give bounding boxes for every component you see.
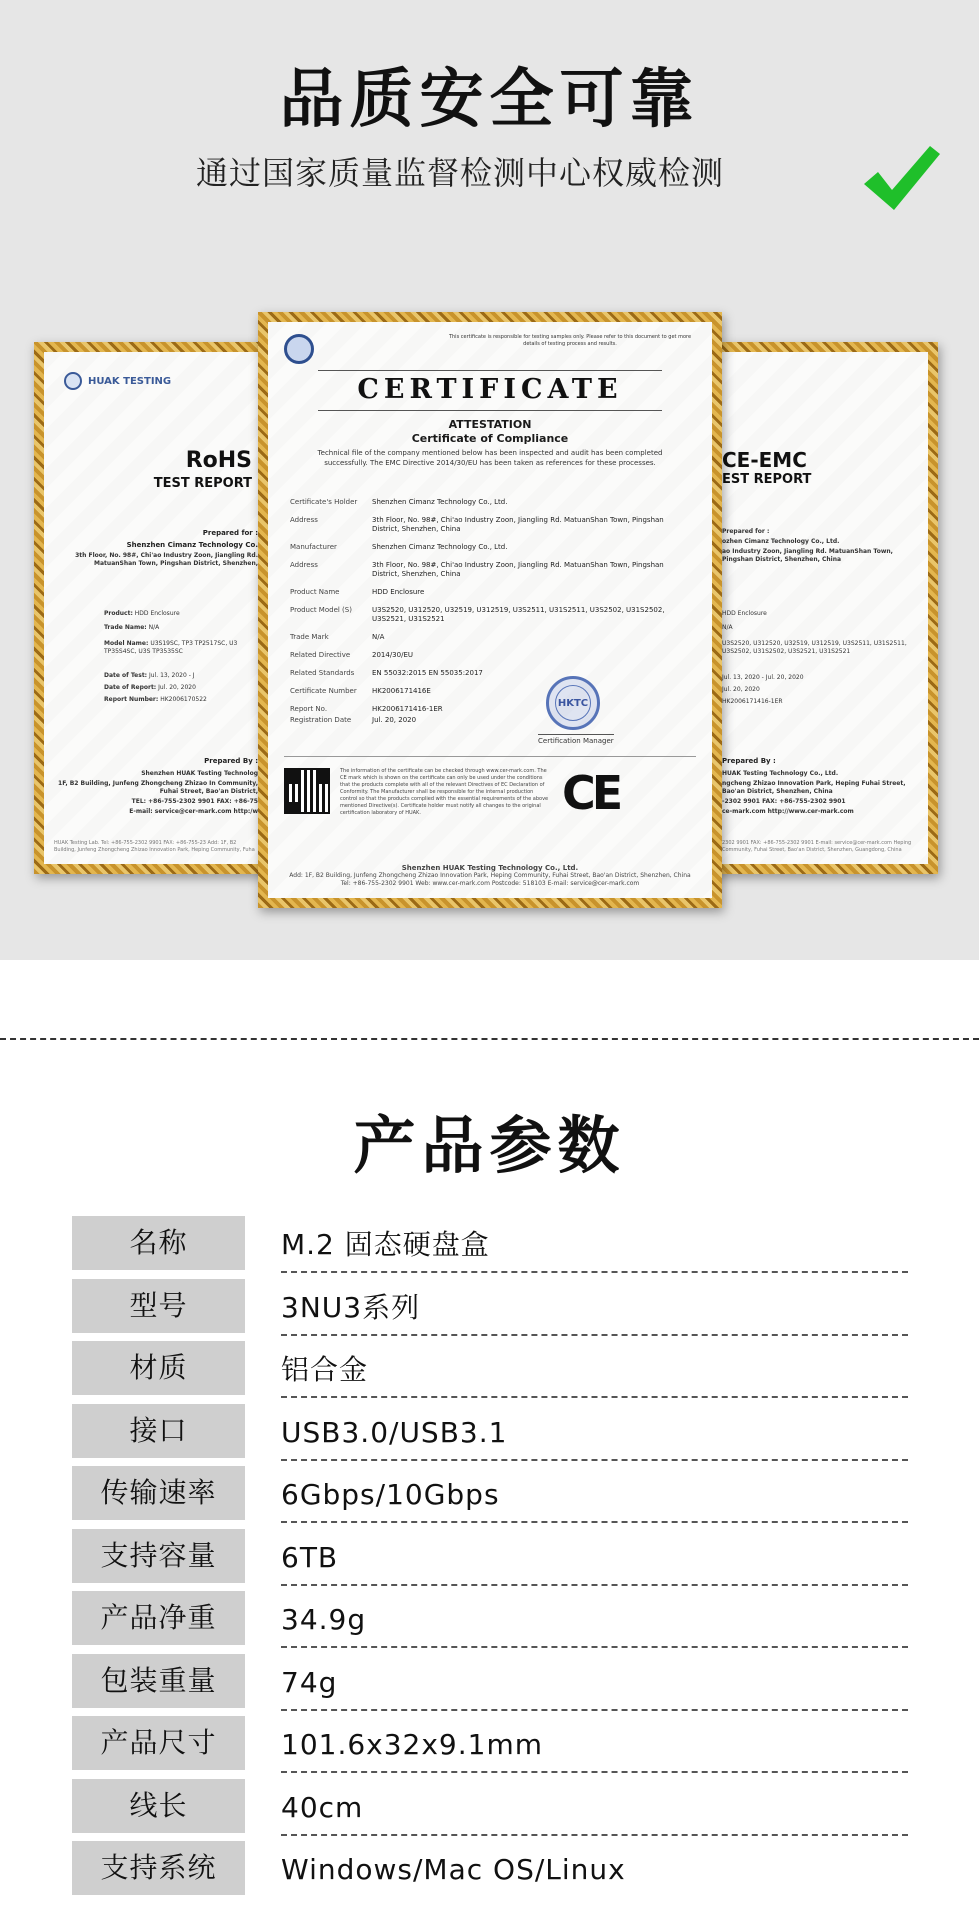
certificate-footer: [268, 864, 712, 888]
rohs-certificate: [34, 342, 274, 874]
certificate-title: CERTIFICATE: [357, 374, 623, 405]
field-value: HK2006171416E: [372, 687, 431, 695]
field-value: Shenzhen Cimanz Technology Co., Ltd.: [372, 543, 508, 551]
param-row: [72, 1279, 908, 1342]
param-underline: [281, 1521, 908, 1523]
param-label: 线长: [72, 1779, 245, 1833]
param-label: 产品净重: [72, 1591, 245, 1645]
ce-emc-report-label: EST REPORT: [722, 472, 812, 487]
param-row: [72, 1779, 908, 1842]
param-value: 6TB: [281, 1540, 339, 1574]
model-row: [104, 640, 258, 656]
field-key: Related Directive: [290, 651, 351, 659]
test-date-label: Date of Test:: [104, 672, 148, 679]
param-label: 传输速率: [72, 1466, 245, 1520]
ce-emc-heading: CE-EMC: [722, 448, 807, 472]
field-key: Address: [290, 516, 318, 524]
prepared-for-label: Prepared for :: [202, 529, 258, 537]
param-label: 支持容量: [72, 1529, 245, 1583]
report-date-label: Date of Report:: [104, 684, 157, 691]
param-value: Windows/Mac OS/Linux: [281, 1853, 626, 1886]
huak-logo: [64, 372, 171, 390]
params-title: 产品参数: [353, 1109, 626, 1182]
trade-value: N/A: [722, 624, 733, 631]
footer-contact: Tel: +86-755-2302 9901 Web: www.cer-mark.com Postcode: 518103 E-mail: service@cer-mark.com: [340, 880, 640, 887]
field-row: [290, 716, 690, 725]
field-value: EN 55032:2015 EN 55035:2017: [372, 669, 483, 677]
report-number-label: Report Number:: [104, 696, 159, 703]
param-value: 铝合金: [281, 1353, 369, 1386]
title-rule-bottom: [318, 410, 662, 411]
field-row: [290, 669, 690, 678]
field-row: [290, 498, 690, 507]
param-label: 接口: [72, 1404, 245, 1458]
client-address: ao Industry Zoon, Jiangling Rd. MatuanShan Town, Pingshan District, Shenzhen, China: [722, 548, 893, 563]
param-underline: [281, 1584, 908, 1586]
field-key: Product Model (S): [290, 606, 352, 614]
lab-company: HUAK Testing Technology Co., Ltd.: [722, 770, 839, 777]
param-underline: [281, 1271, 908, 1273]
param-label: 支持系统: [72, 1841, 245, 1895]
hktc-stamp: [546, 676, 600, 730]
field-row: [290, 516, 690, 534]
model-value: U3S19SC, TP3 TP2517SC, U3 TP35S4SC, U3S TP3535SC: [104, 640, 238, 655]
param-row: [72, 1341, 908, 1404]
param-row: [72, 1841, 908, 1904]
trade-value: N/A: [148, 624, 160, 631]
huak-seal-icon: [64, 372, 82, 390]
param-value: 34.9g: [281, 1603, 367, 1636]
param-underline: [281, 1334, 908, 1336]
model-label: Model Name:: [104, 640, 149, 647]
field-key: Report No.: [290, 705, 328, 713]
field-value: 3th Floor, No. 98#, Chi'ao Industry Zoon, Jiangling Rd. MatuanShan Town, Pingshan District, Shenzhen, China: [372, 516, 664, 533]
lab-address: ngcheng Zhizao Innovation Park, Heping Fuhai Street, Bao'an District, Shenzhen, China: [722, 780, 906, 795]
param-underline: [281, 1834, 908, 1836]
attestation-heading: ATTESTATION: [448, 418, 532, 431]
ce-emc-certificate-paper: [716, 352, 928, 864]
param-row: [72, 1716, 908, 1779]
title-rule-top: [318, 370, 662, 371]
param-value: 40cm: [281, 1790, 364, 1824]
prepared-for-label: Prepared for :: [722, 528, 770, 535]
quality-title: 品质安全可靠: [279, 63, 700, 137]
ce-emc-certificate: [706, 342, 938, 874]
report-number-row: [104, 696, 258, 704]
param-value: 74g: [281, 1665, 338, 1699]
product-label: Product:: [104, 610, 133, 617]
certificate-description: Technical file of the company mentioned below has been inspected and audit has been completed successfully. The EMC Directive 2014/30/EU has been taken as references for these processes.: [317, 449, 663, 467]
field-value: 2014/30/EU: [372, 651, 413, 659]
param-value: USB3.0/USB3.1: [281, 1415, 508, 1449]
footer-company: Shenzhen HUAK Testing Technology Co., Ltd.: [401, 864, 579, 872]
field-key: Address: [290, 561, 318, 569]
param-row: [72, 1591, 908, 1654]
lab-company: Shenzhen HUAK Testing Technolog: [141, 770, 258, 777]
field-row: [290, 633, 690, 642]
trade-row: [104, 624, 258, 632]
param-underline: [281, 1771, 908, 1773]
field-value: U3S2520, U312520, U32519, U312519, U3S2511, U31S2511, U3S2502, U31S2502, U3S2521, U31S2521: [372, 606, 665, 623]
certificate-header: [268, 328, 712, 368]
qr-code-icon: [284, 768, 330, 814]
field-row: [290, 651, 690, 660]
report-number-value: HK2006171416-1ER: [722, 698, 783, 705]
lab-tel: -2302 9901 FAX: +86-755-2302 9901: [722, 798, 846, 805]
lab-address: 1F, B2 Building, Junfeng Zhongcheng Zhizao In Community, Fuhai Street, Bao'an District,: [58, 780, 258, 795]
test-date-value: Jul. 13, 2020 - J: [149, 672, 195, 679]
param-underline: [281, 1646, 908, 1648]
param-row: [72, 1654, 908, 1717]
trade-label: Trade Name:: [104, 624, 147, 631]
certificate-footer: HUAK Testing Lab. Tel: +86-755-2302 9901 FAX: +86-755-23 Add: 1F, B2 Building, Junfeng Zhongcheng Zhizao Innovation Park, Heping Community, Fuha: [54, 840, 255, 853]
param-underline: [281, 1396, 908, 1398]
param-value: 6Gbps/10Gbps: [281, 1478, 500, 1511]
hktc-stamp-text: HKTC: [555, 685, 591, 721]
field-value: N/A: [372, 633, 385, 641]
ce-certificate-paper: [268, 322, 712, 898]
ce-certificate: [258, 312, 722, 908]
lab-email: E-mail: service@cer-mark.com http:/w: [129, 808, 258, 815]
field-key: Related Standards: [290, 669, 355, 677]
field-key: Manufacturer: [290, 543, 337, 551]
field-value: HK2006171416-1ER: [372, 705, 443, 713]
rohs-report-label: TEST REPORT: [153, 476, 252, 491]
param-label: 包装重量: [72, 1654, 245, 1708]
client-name: Shenzhen Cimanz Technology Co.: [126, 541, 258, 549]
field-key: Certificate's Holder: [290, 498, 358, 506]
certificate-footer: 2302 9901 FAX: +86-755-2302 9901 E-mail: service@cer-mark.com Heping Community, Fuhai Street, Bao'an District, Shenzhen, Guangdong, China: [722, 840, 912, 853]
param-label: 名称: [72, 1216, 245, 1270]
client-address: 3th Floor, No. 98#, Chi'ao Industry Zoon, Jiangling Rd. MatuanShan Town, Pingshan District, Shenzhen,: [75, 552, 258, 567]
param-row: [72, 1404, 908, 1467]
field-value: Shenzhen Cimanz Technology Co., Ltd.: [372, 498, 508, 506]
field-key: Trade Mark: [290, 633, 329, 641]
param-row: [72, 1529, 908, 1592]
report-date-value: Jul. 20, 2020: [158, 684, 196, 691]
param-value: 101.6x32x9.1mm: [281, 1728, 544, 1761]
field-key: Registration Date: [290, 716, 352, 724]
product-value: HDD Enclosure: [134, 610, 180, 617]
check-mark-icon: [860, 140, 944, 216]
param-label: 材质: [72, 1341, 245, 1395]
rohs-heading: RoHS: [185, 448, 252, 473]
bottom-rule: [284, 756, 696, 757]
certification-manager: Certification Manager: [538, 734, 614, 745]
field-value: Jul. 20, 2020: [372, 716, 417, 724]
field-row: [290, 606, 690, 624]
prepared-by-label: Prepared By :: [722, 757, 776, 765]
field-key: Certificate Number: [290, 687, 357, 695]
certificate-note: The information of the certificate can be checked through www.cer-mark.com. The CE mark which is shown on the certificate can only be used under the conditions that the products complete with all of the relevant Directives of EC Declaration of Conformity. The Manufacturer shall be responsible for the internal production control so that the products complied with the essential requirements of the above mentioned Directive(s). Certificate holder must notify all changes to the original certification laboratory of HUAK.: [340, 768, 549, 816]
ce-mark: CE: [562, 766, 620, 820]
product-value: HDD Enclosure: [722, 610, 767, 617]
model-value: U3S2520, U312520, U32519, U312519, U3S2511, U31S2511, U3S2502, U31S2502, U3S2521, U31S2521: [722, 640, 907, 655]
lab-tel: TEL: +86-755-2302 9901 FAX: +86-75: [131, 798, 258, 805]
param-label: 型号: [72, 1279, 245, 1333]
footer-address: Add: 1F, B2 Building, Junfeng Zhongcheng Zhizao Innovation Park, Heping Community, Fuhai Street, Bao'an District, Shenzhen, China: [289, 872, 691, 879]
param-row: [72, 1466, 908, 1529]
param-underline: [281, 1459, 908, 1461]
field-row: [290, 543, 690, 552]
field-row: [290, 561, 690, 579]
field-row: [290, 705, 690, 714]
params-table: [72, 1216, 908, 1904]
huak-seal-icon: [284, 334, 314, 364]
test-date-value: Jul. 13, 2020 - Jul. 20, 2020: [722, 674, 804, 681]
quality-subtitle: 通过国家质量监督检测中心权威检测: [195, 154, 724, 192]
section-divider: [0, 1038, 979, 1040]
report-number-value: HK2006170522: [160, 696, 207, 703]
lab-email: ce-mark.com http://www.cer-mark.com: [722, 808, 854, 815]
product-row: [104, 610, 258, 618]
field-row: [290, 588, 690, 597]
param-value: M.2 固态硬盘盒: [281, 1228, 490, 1261]
param-row: [72, 1216, 908, 1279]
compliance-heading: Certificate of Compliance: [411, 432, 569, 445]
field-value: 3th Floor, No. 98#, Chi'ao Industry Zoon, Jiangling Rd. MatuanShan Town, Pingshan District, Shenzhen, China: [372, 561, 664, 578]
rohs-certificate-paper: [44, 352, 264, 864]
test-date-row: [104, 672, 258, 680]
header-note: This certificate is responsible for testing samples only. Please refer to this document to get more details of testing process and results.: [448, 334, 692, 347]
param-label: 产品尺寸: [72, 1716, 245, 1770]
certificate-fields: [290, 498, 690, 734]
field-value: HDD Enclosure: [372, 588, 425, 596]
client-name: ozhen Cimanz Technology Co., Ltd.: [722, 538, 840, 545]
param-underline: [281, 1709, 908, 1711]
prepared-by-label: Prepared By :: [204, 757, 258, 765]
param-value: 3NU3系列: [281, 1290, 421, 1324]
lab-name: HUAK TESTING: [88, 375, 172, 387]
report-date-row: [104, 684, 258, 692]
report-date-value: Jul. 20, 2020: [722, 686, 760, 693]
field-row: [290, 687, 690, 696]
field-key: Product Name: [290, 588, 340, 596]
